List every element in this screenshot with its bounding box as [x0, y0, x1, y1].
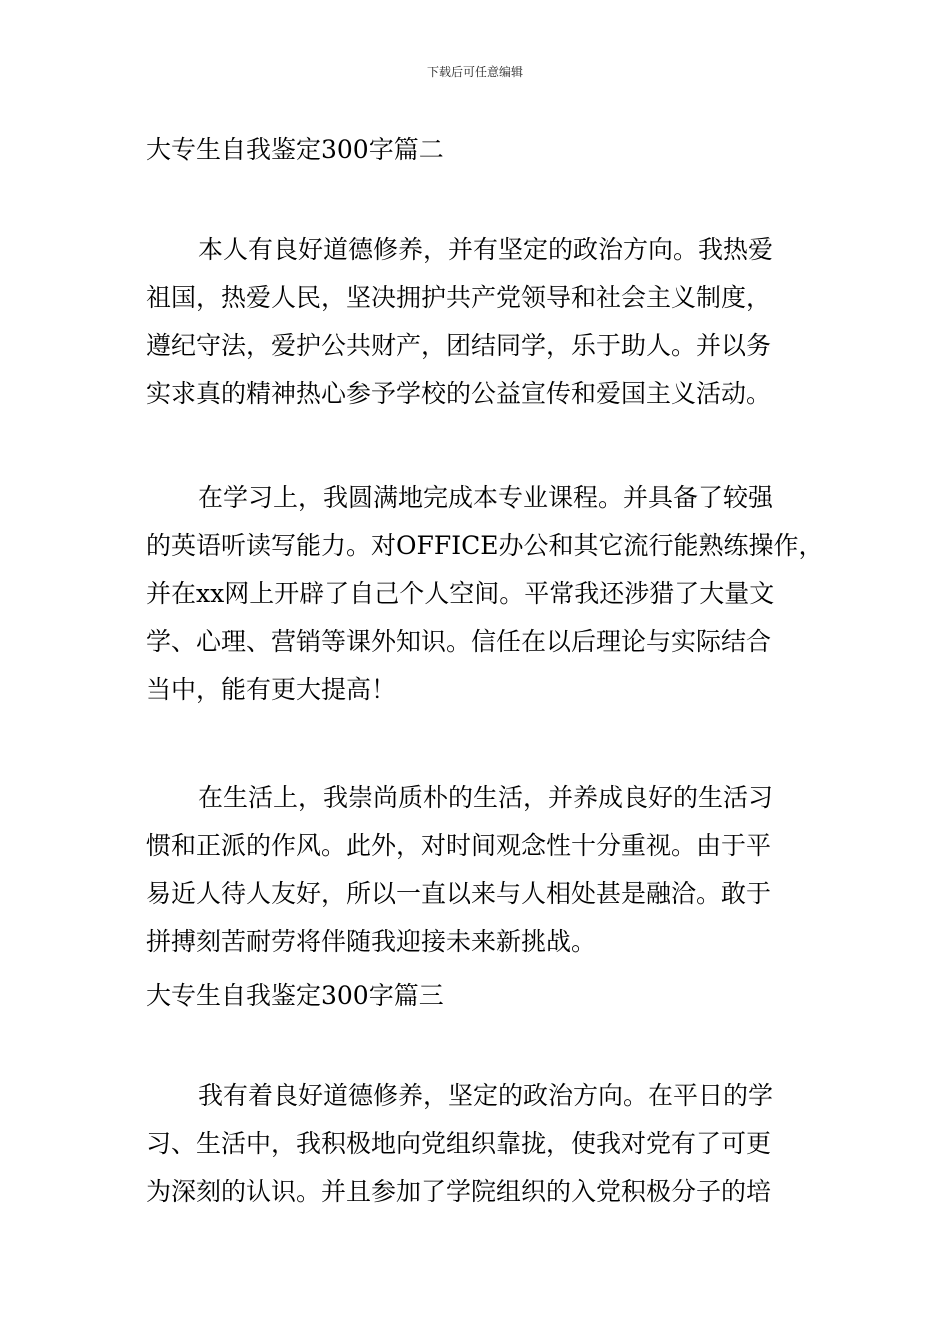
paragraph-line: 在生活上，我崇尚质朴的生活，并养成良好的生活习 — [198, 783, 774, 812]
paragraph-line: 惯和正派的作风。此外，对时间观念性十分重视。由于平 — [146, 831, 772, 860]
paragraph-line: 拼搏刻苦耐劳将伴随我迎接未来新挑战。 — [146, 927, 597, 956]
paragraph-line: 遵纪守法，爱护公共财产，团结同学，乐于助人。并以务 — [146, 331, 772, 360]
paragraph-line: 在学习上，我圆满地完成本专业课程。并具备了较强 — [198, 483, 774, 512]
paragraph-politics — [146, 1072, 812, 1216]
paragraph-line: 当中，能有更大提高！ — [146, 675, 397, 704]
section-heading-3: 大专生自我鉴定300字篇三 — [146, 981, 444, 1010]
paragraph-line: 的英语听读写能力。对OFFICE办公和其它流行能熟练操作， — [146, 531, 824, 560]
section-heading-2: 大专生自我鉴定300字篇二 — [146, 135, 444, 164]
paragraph-line: 祖国，热爱人民，坚决拥护共产党领导和社会主义制度， — [146, 283, 772, 312]
paragraph-line: 实求真的精神热心参予学校的公益宣传和爱国主义活动。 — [146, 379, 772, 408]
paragraph-line: 本人有良好道德修养，并有坚定的政治方向。我热爱 — [198, 235, 774, 264]
page-header-note: 下载后可任意编辑 — [426, 65, 523, 79]
paragraph-line: 习、生活中，我积极地向党组织靠拢，使我对党有了可更 — [146, 1129, 772, 1158]
paragraph-life — [146, 774, 812, 966]
paragraph-morality — [146, 226, 812, 418]
paragraph-line: 易近人待人友好，所以一直以来与人相处甚是融洽。敢于 — [146, 879, 772, 908]
paragraph-line: 学、心理、营销等课外知识。信任在以后理论与实际结合 — [146, 627, 772, 656]
paragraph-line: 为深刻的认识。并且参加了学院组织的入党积极分子的培 — [146, 1177, 772, 1206]
paragraph-study — [146, 474, 824, 714]
paragraph-line: 并在xx网上开辟了自己个人空间。平常我还涉猎了大量文 — [146, 579, 775, 608]
paragraph-line: 我有着良好道德修养，坚定的政治方向。在平日的学 — [198, 1081, 774, 1110]
